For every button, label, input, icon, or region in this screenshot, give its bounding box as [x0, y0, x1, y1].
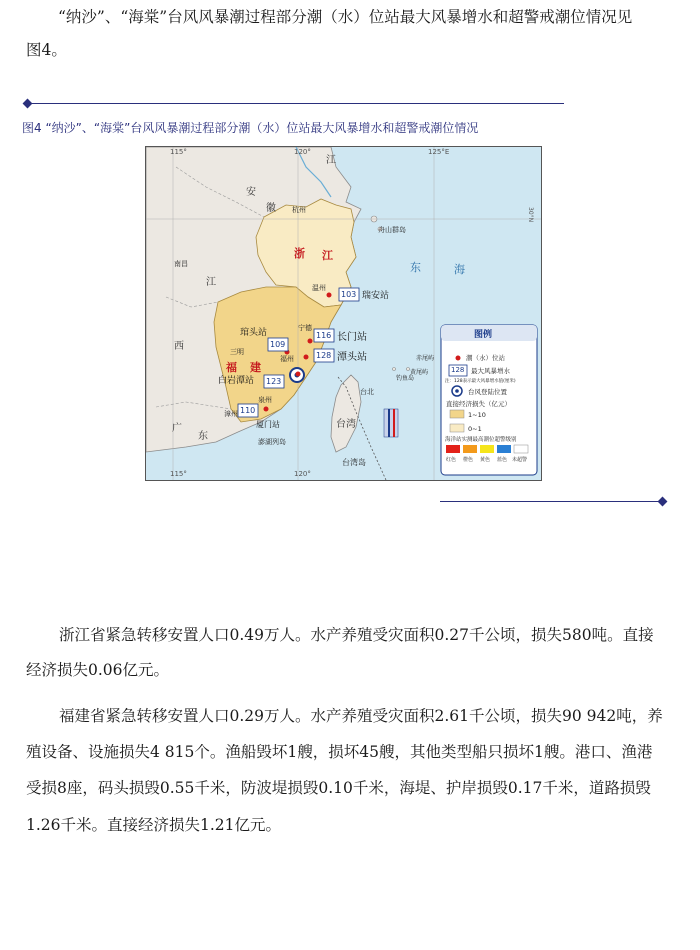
province-zhejiang-1: 浙 [294, 247, 305, 260]
legend-tide-orange: 橙色 [463, 457, 474, 463]
legend-loss-1: 1~10 [468, 411, 486, 419]
legend-loss-title: 直接经济损失（亿元） [446, 400, 511, 408]
legend-value-sample: 128 [451, 366, 465, 374]
figure-caption: 图4 “纳沙”、“海棠”台风风暴潮过程部分潮（水）位站最大风暴增水和超警戒潮位情况 [22, 121, 479, 135]
lon-label-115-bottom: 115° [170, 470, 187, 478]
province-guangdong-2: 东 [198, 431, 208, 442]
legend-tide-red: 红色 [446, 457, 457, 463]
station-value-changmen: 116 [316, 331, 332, 340]
station-value-ruian: 103 [341, 290, 357, 299]
island-taiwan: 台湾岛 [342, 458, 366, 467]
province-jiangxi-1: 江 [206, 277, 216, 288]
lon-label-120: 120° [294, 148, 311, 156]
city-ningde: 宁德 [298, 324, 312, 332]
legend-tide-blue: 蓝色 [497, 457, 508, 463]
rule-bottom [440, 501, 663, 502]
city-fuzhou: 福州 [280, 355, 294, 363]
station-name-changmen: 长门站 [337, 332, 367, 343]
city-quanzhou: 泉州 [258, 396, 272, 404]
legend-tide-title: 海洋站实测最高潮位超警级别 [445, 437, 517, 443]
legend-tide-none: 未超警 [512, 457, 528, 463]
city-hangzhou: 杭州 [292, 206, 306, 214]
paragraph-fujian-line-3: 受损8座，码头损毁0.55千米，防波堤损毁0.10千米，海堤、护岸损毁0.17千米，道路损毁 [26, 779, 651, 797]
city-zhangzhou: 漳州 [224, 410, 238, 418]
island-zhoushan: 舟山群岛 [378, 226, 406, 234]
rule-top [28, 103, 564, 104]
legend-note: 注：128表示最大风暴增水值(厘米) [445, 379, 516, 384]
sea-donghai-1: 东 [410, 261, 421, 274]
island-chiwei: 赤尾屿 [416, 355, 435, 362]
city-sanming: 三明 [230, 348, 244, 356]
lon-label-115: 115° [170, 148, 187, 156]
station-value-baiyantan: 123 [266, 377, 282, 386]
province-anhui-2: 徽 [266, 203, 276, 214]
legend-tide-yellow: 黄色 [480, 457, 491, 463]
station-value-xiamen: 110 [240, 406, 256, 415]
station-value-guantou: 109 [270, 340, 286, 349]
lon-label-120-bottom: 120° [294, 470, 311, 478]
legend-loss-2: 0~1 [468, 425, 482, 433]
rule-bottom-diamond [658, 497, 668, 507]
province-guangdong-1: 广 [172, 423, 182, 434]
province-jiangsu: 江 [326, 155, 336, 166]
legend-value-label: 最大风暴增水 [471, 367, 510, 375]
intro-line-2: 图4。 [26, 41, 67, 59]
sea-donghai-2: 海 [454, 263, 465, 276]
station-name-guantou: 琯头站 [240, 328, 268, 338]
station-name-xiamen: 厦门站 [256, 420, 280, 429]
province-fujian-2: 建 [250, 361, 261, 374]
city-taibei: 台北 [360, 388, 374, 396]
legend-title: 图例 [474, 330, 493, 340]
province-jiangxi-2: 西 [174, 341, 184, 352]
island-diaoyu: 钓鱼岛 [396, 375, 415, 382]
station-name-baiyantan: 白岩潭站 [218, 376, 255, 386]
region-taiwan: 台湾 [336, 419, 356, 430]
legend-station-label: 潮（水）位站 [466, 354, 505, 362]
paragraph-fujian-line-4: 1.26千米。直接经济损失1.21亿元。 [26, 816, 282, 834]
station-name-tantou: 潭头站 [337, 352, 367, 363]
lat-label-30: 30°N [527, 207, 534, 223]
province-zhejiang-2: 江 [322, 249, 333, 262]
island-huangwei: 黄尾屿 [410, 369, 429, 376]
legend-typhoon-label: 台风登陆位置 [468, 388, 507, 396]
paragraph-fujian-line-2: 殖设备、设施损失4 815个。渔船毁坏1艘，损坏45艘，其他类型船只损坏1艘。港口、渔港 [26, 743, 653, 761]
city-wenzhou: 温州 [312, 284, 326, 292]
paragraph-fujian-line-1: 福建省紧急转移安置人口0.29万人。水产养殖受灾面积2.61千公顷，损失90 942吨，养 [59, 707, 663, 725]
island-penghu: 澎湖列岛 [258, 438, 286, 446]
station-value-tantou: 128 [316, 351, 332, 360]
city-nanchang: 南昌 [174, 260, 188, 268]
paragraph-zhejiang-line-1: 浙江省紧急转移安置人口0.49万人。水产养殖受灾面积0.27千公顷，损失580吨。直接 [59, 626, 654, 644]
paragraph-zhejiang-line-2: 经济损失0.06亿元。 [26, 661, 170, 679]
station-name-ruian: 瑞安站 [362, 291, 390, 301]
province-fujian-1: 福 [226, 361, 237, 374]
intro-line-1: “纳沙”、“海棠”台风风暴潮过程部分潮（水）位站最大风暴增水和超警戒潮位情况见 [58, 8, 633, 26]
province-anhui-1: 安 [246, 187, 256, 198]
lon-label-125: 125°E [428, 148, 450, 156]
map-figure [145, 146, 542, 481]
